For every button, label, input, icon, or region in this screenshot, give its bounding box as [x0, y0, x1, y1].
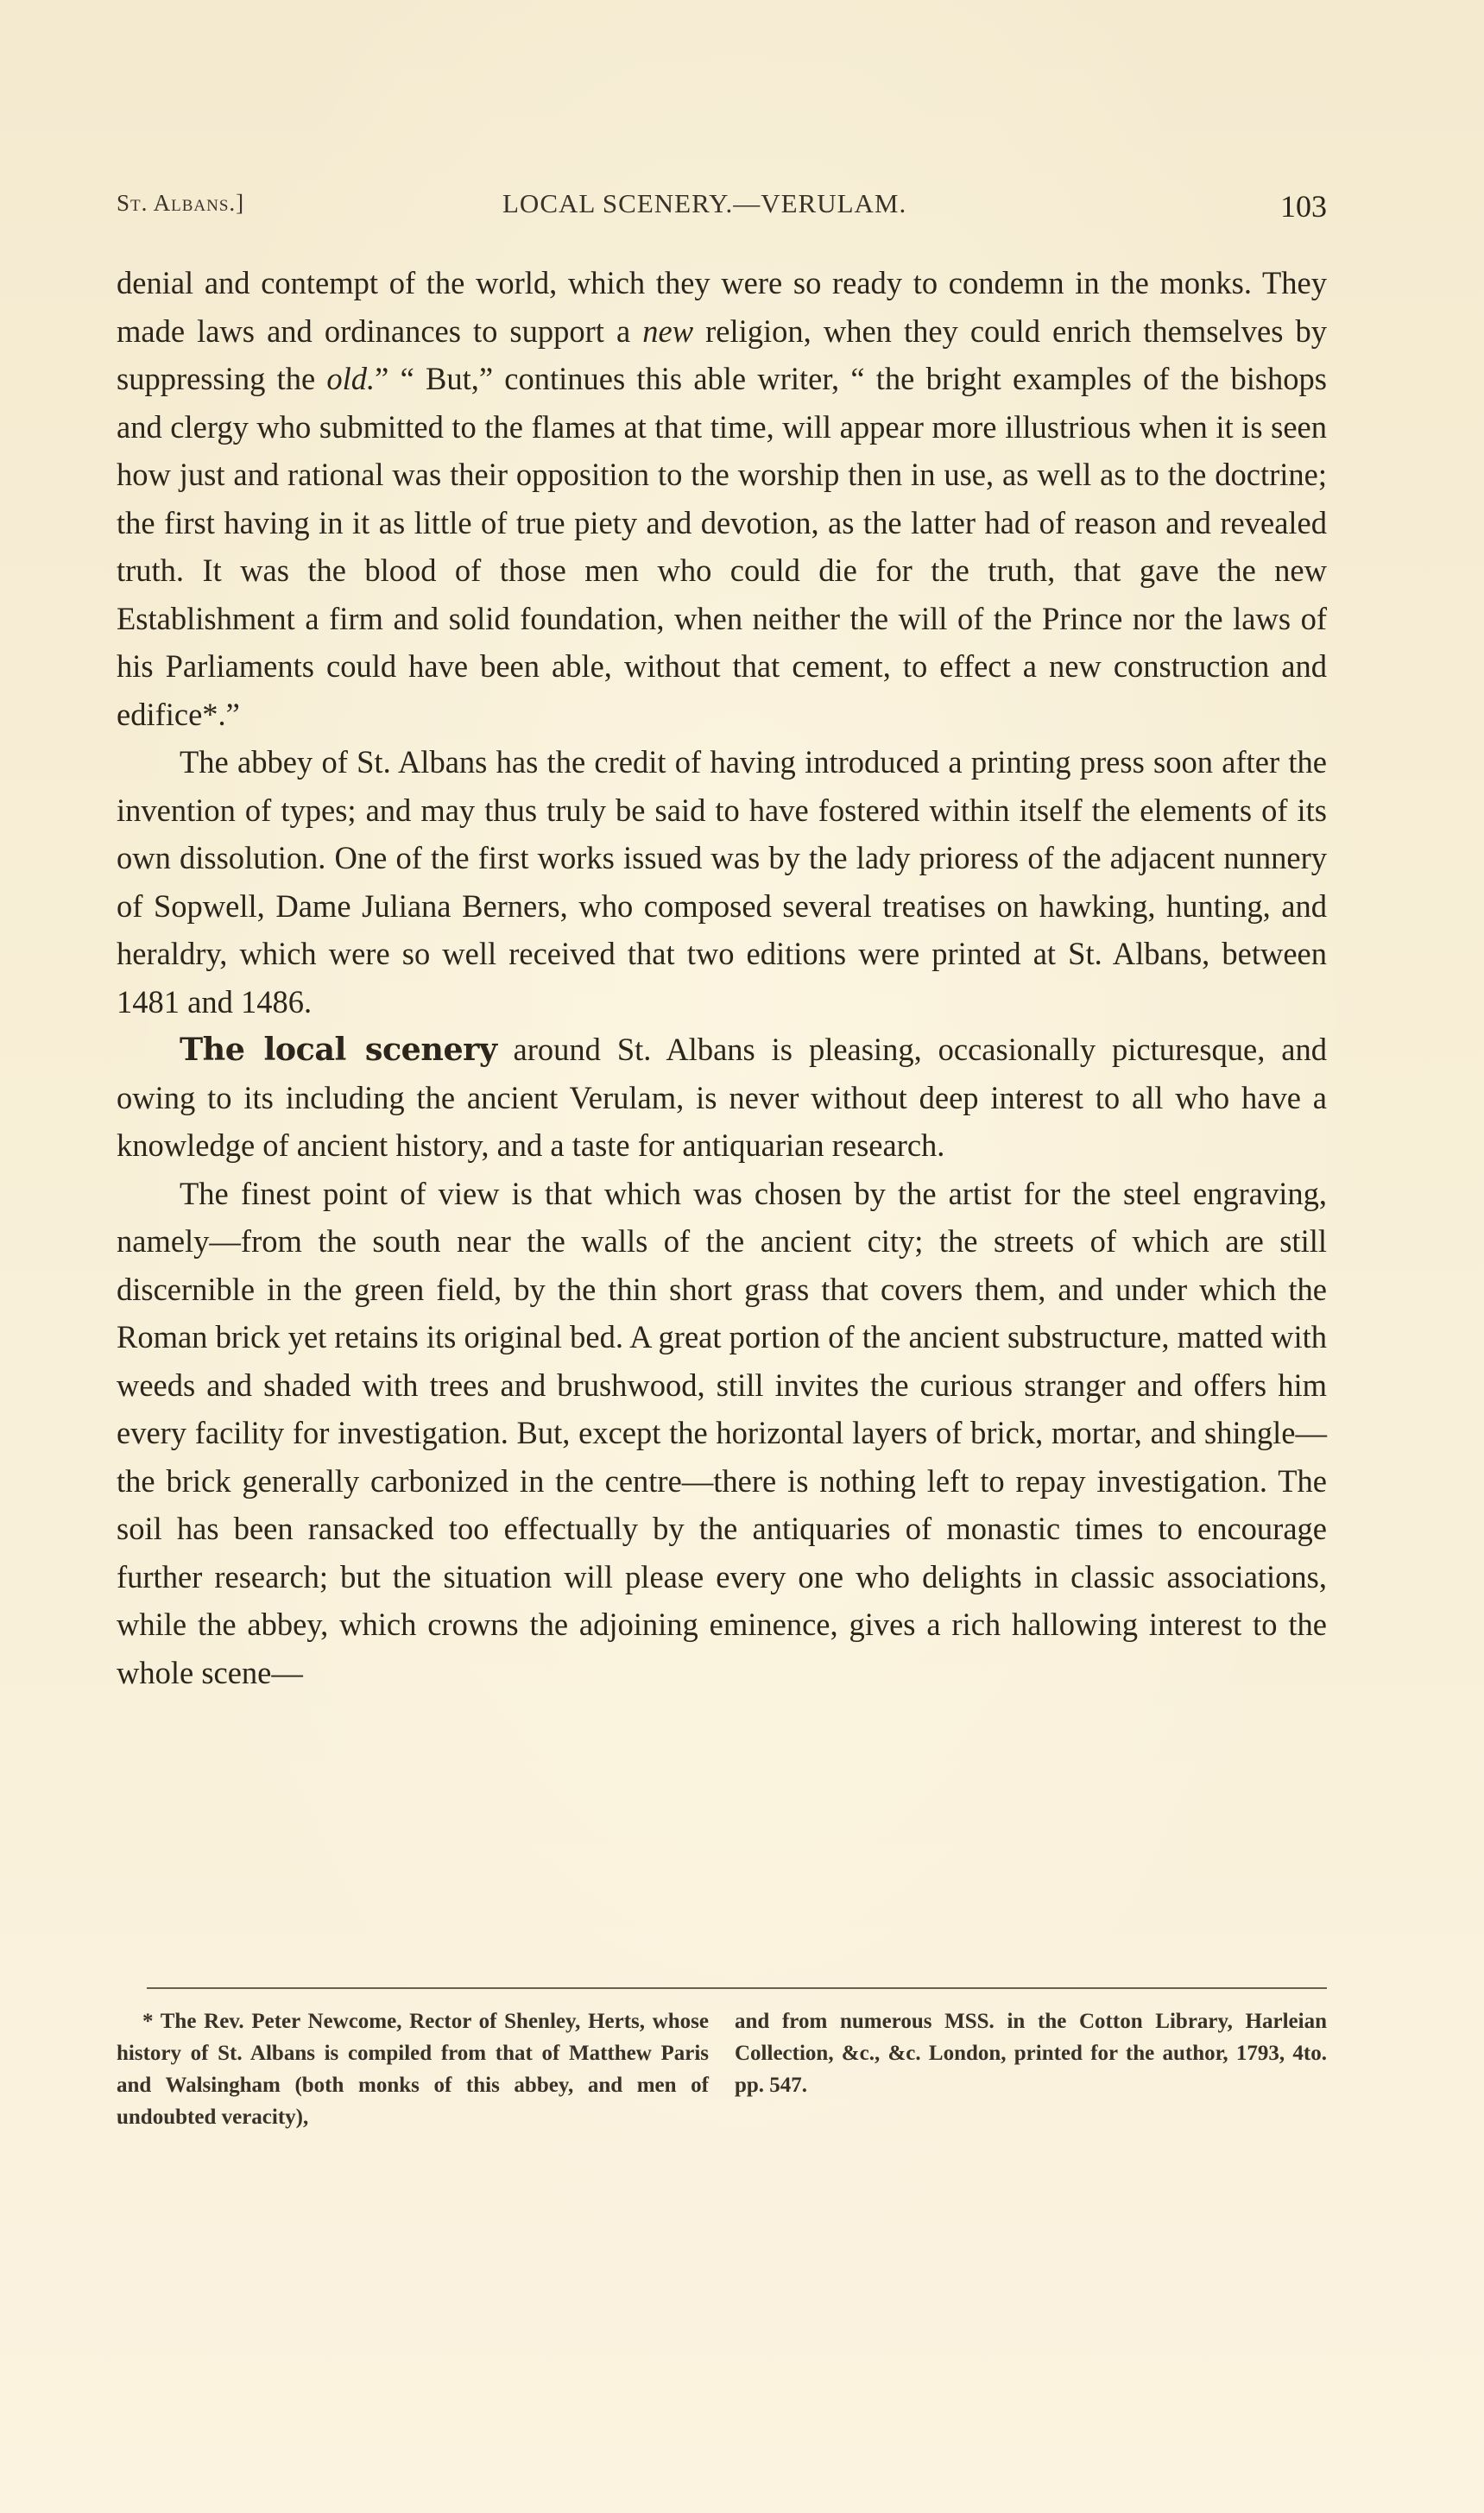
paragraph-1-part-b: religion, when they could enrich themselves by suppressing the — [117, 313, 1328, 396]
page-header — [117, 181, 1327, 230]
paragraph-1-part-a: denial and contempt of the world, which they were so ready to condemn in the monks. They made laws and ordinances to support a — [117, 265, 1327, 349]
paragraph-1-part-c: ” “ But,” continues this able writer, “ the bright examples of the bishops and clergy who submitted to the flames at that time, will appear more illustrious when it is seen how just and rational was their opposition to the worship then in use, as well as to the doctrine; the first having in it as little of true piety and devotion, as the latter had of reason and revealed truth. It was the blood of those men who could die for the truth, that gave the new Establishment a firm and solid foundation, when neither the will of the Prince nor the laws of his Parliaments could have been able, without that cement, to effect a new construction and edifice*.” — [117, 361, 1328, 732]
paragraph-1 — [117, 259, 1327, 738]
footnote-text-right: and from numerous MSS. in the Cotton Library, Harleian Collection, &c., &c. London, printed for the author, 1793, 4to. pp. 547. — [735, 2010, 1327, 2097]
footnote-rule — [147, 1987, 1327, 1989]
page-number: 103 — [1280, 189, 1327, 224]
paragraph-4: The finest point of view is that which was chosen by the artist for the steel engraving, namely—from the south near the walls of the ancient city; the streets of which are still discernible in the green field, by the thin short grass that covers them, and under which the Roman brick yet retains its original bed. A great portion of the ancient substructure, matted with weeds and shaded with trees and brushwood, still invites the curious stranger and offers him every facility for investigation. But, except the horizontal layers of brick, mortar, and shingle—the brick generally carbonized in the centre—there is nothing left to repay investigation. The soil has been ransacked too effectually by the antiquaries of monastic times to encourage further research; but the situation will please every one who delights in classic associations, while the abbey, which crowns the adjoining eminence, gives a rich hallowing interest to the whole scene— — [117, 1175, 1327, 1690]
footnote-column-left — [117, 2005, 709, 2133]
paragraph-2: The abbey of St. Albans has the credit of having introduced a printing press soon after the invention of types; and may thus truly be said to have fostered within itself the elements of its own dissolution. One of the first works issued was by the lady prioress of the adjacent nunnery of Sopwell, Dame Juliana Berners, who composed several treatises on hawking, hunting, and heraldry, which were so well received that two editions were printed at St. Albans, between 1481 and 1486. — [117, 744, 1327, 1020]
running-head-left: St. Albans.] — [117, 190, 245, 216]
body-text — [117, 259, 1327, 1696]
footnote-column-right — [735, 2005, 1327, 2133]
footnote-text-left: * The Rev. Peter Newcome, Rector of Shenley, Herts, whose history of St. Albans is compiled from that of Matthew Paris and Walsingham (both monks of this abbey, and men of undoubted veracity), — [117, 2010, 709, 2129]
paragraph-3 — [117, 1026, 1327, 1170]
emphasis-old: old. — [326, 361, 376, 396]
emphasis-new: new — [642, 313, 694, 349]
footnotes — [117, 2005, 1327, 2133]
running-title: LOCAL SCENERY.—VERULAM. — [502, 188, 907, 218]
paragraph-3-rest: around St. Albans is pleasing, occasionally picturesque, and owing to its including the ancient Verulam, is never without deep interest to all who have a knowledge of ancient history, and a taste for antiquarian research. — [117, 1032, 1327, 1163]
blackletter-lead: The local scenery — [180, 1031, 497, 1068]
